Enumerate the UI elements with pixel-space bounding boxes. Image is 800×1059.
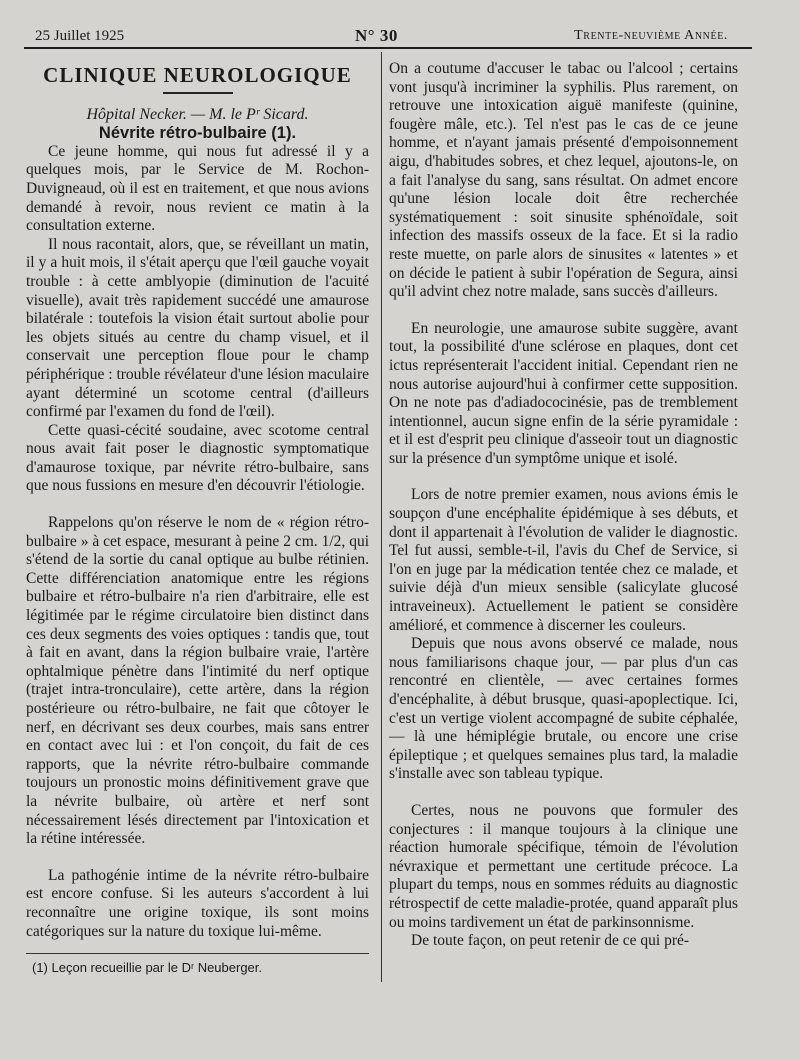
header-rule: [24, 47, 752, 49]
issue-date: 25 Juillet 1925: [35, 28, 125, 44]
paragraph-gap: [26, 849, 369, 867]
paragraph: De toute façon, on peut retenir de ce qui pré-: [411, 932, 690, 950]
running-header: [0, 26, 800, 48]
footnote: (1) Leçon recueillie par le Dʳ Neuberger.: [32, 960, 263, 976]
paragraph-gap: [389, 468, 738, 486]
byline: Hôpital Necker. — M. le Pʳ Sicard.: [86, 105, 309, 123]
paragraph: Certes, nous ne pouvons que formuler des conjectures : il manque toujours à la clinique une réaction humorale spécifique, témoin de l'évolution névraxique et permettant une certitude précoce. La plupart du temps, nous en sommes réduits au diagnostic rétrospectif de cette maladie-protée, quand apparaît plus ou moins tardivement un état de parkinsonnisme.: [389, 801, 738, 931]
paragraph: Il nous racontait, alors, que, se réveillant un matin, il y a huit mois, il s'était aperçu que l'œil gauche voyait trouble : à cette amblyopie (diminution de l'acuité visuelle), avait très rapidement succédé une amaurose bilatérale : toutefois la vision était surtout abolie pour les objets situés au centre du champ visuel, et il conservait une perception floue pour le champ périphérique : trouble révélateur d'une lésion maculaire ayant déterminé un scotome central (d'ailleurs confirmé par l'examen du fond de l'œil).: [26, 235, 369, 421]
right-column: [389, 60, 738, 951]
paragraph: Rappelons qu'on réserve le nom de « région rétro-bulbaire » à cet espace, mesurant à peine 2 cm. 1/2, qui s'étend de la sortie du canal optique au bulbe rétinien. Cette différenciation anatomique entre les régions bulbaire et rétro-bulbaire n'a rien d'arbitraire, elle est légitimée par le régime circulatoire bien distinct dans ces deux segments des voies optiques : tandis que, tout à fait en avant, dans la région bulbaire vraie, l'artère ophtalmique pénètre dans l'intimité du nerf optique (trajet intra-tronculaire), cette artère, dans la région postérieure ou rétro-bulbaire, ne fait que côtoyer le nerf, en décrivant ses deux courbes, mais sans entrer en contact avec lui : et l'on conçoit, du fait de ces rapports, que la névrite rétro-bulbaire commande toujours un pronostic moins définitivement grave que la névrite bulbaire, où artère et nerf sont nécessairement lésés directement par l'intoxication et la rétine intéressée.: [26, 514, 369, 848]
paragraph: Cette quasi-cécité soudaine, avec scotome central nous avait fait poser le diagnostic symptomatique d'amaurose toxique, par névrite rétro-bulbaire, sans que nous fussions en mesure d'en découvrir l'étiologie.: [26, 421, 369, 495]
issue-number: N° 30: [355, 26, 398, 45]
publication-year: Trente-neuvième Année.: [574, 28, 728, 43]
paragraph: On a coutume d'accuser le tabac ou l'alcool ; certains vont jusqu'à incriminer la syphilis. Plus rarement, on retrouve une intoxication aiguë manifeste (quinine, fougère mâle, etc.). Tel n'est pas le cas de ce jeune homme, et n'ayant jamais présenté d'empoisonnement aigu, d'habitudes sobres, et chez lequel, ajoutons-le, on a fait l'analyse du sang, sans résultat. On admet encore qu'une lésion locale doit être recherchée systématiquement : soit sinusite sphénoïdale, soit infection des massifs osseux de la face. Et si la radio reste muette, on parle alors de sinusites « latentes » et on décide le patient à subir l'opération de Segura, ainsi qu'il advint chez notre malade, sans succès d'ailleurs.: [389, 60, 738, 301]
paragraph: Lors de notre premier examen, nous avions émis le soupçon d'une encéphalite épidémique à ses débuts, et dont il appartenait à l'évolution de valider le diagnostic. Tel fut aussi, semble-t-il, l'avis du Chef de Service, si l'on en juge par la médication tentée chez ce malade, et suivie déjà d'un mieux sensible (salicylate glucosé intraveineux). Actuellement le patient se considère amélioré, et commence à discerner les couleurs.: [389, 486, 738, 634]
paragraph: Ce jeune homme, qui nous fut adressé il y a quelques mois, par le Service de M. Rochon-Duvigneaud, où il est en traitement, et que nous avions demandé à revoir, nous revient ce matin à la consultation externe.: [26, 142, 369, 235]
paragraph-gap: [389, 302, 738, 320]
paragraph: La pathogénie intime de la névrite rétro-bulbaire est encore confuse. Si les auteurs s'accordent à lui reconnaître une origine toxique, ils sont moins catégoriques sur la nature du toxique lui-même.: [26, 866, 369, 940]
paragraph-gap: [26, 496, 369, 514]
paragraph-gap: [389, 784, 738, 802]
paragraph: Depuis que nous avons observé ce malade, nous nous familiarisons chaque jour, — par plus d'un cas rencontré en clientèle, — avec certaines formes d'encéphalite, à début brusque, quasi-apoplectique. Ici, c'est un vertige violent accompagné de subite céphalée, — là une hémiplégie brutale, ou encore une crise épileptique ; et quelques semaines plus tard, la maladie s'installe avec son tableau typique.: [389, 635, 738, 783]
paragraph: En neurologie, une amaurose subite suggère, avant tout, la possibilité d'une sclérose en plaques, dont cet ictus représenterait l'accident initial. Cependant rien ne nous autorise aujourd'hui à confirmer cette supposition. On ne note pas d'adiadococinésie, pas de tremblement intentionnel, aucun signe enfin de la série pyramidale : et il est d'esprit peu clinique d'asseoir tout un diagnostic sur la présence d'un symptôme unique et isolé.: [389, 319, 738, 467]
title-rule: [163, 92, 233, 94]
footnote-rule: [26, 953, 369, 954]
column-divider: [381, 52, 382, 982]
article-subtitle: Névrite rétro-bulbaire (1).: [98, 124, 297, 143]
left-column: [26, 63, 369, 976]
section-title: CLINIQUE NEUROLOGIQUE: [43, 63, 352, 87]
